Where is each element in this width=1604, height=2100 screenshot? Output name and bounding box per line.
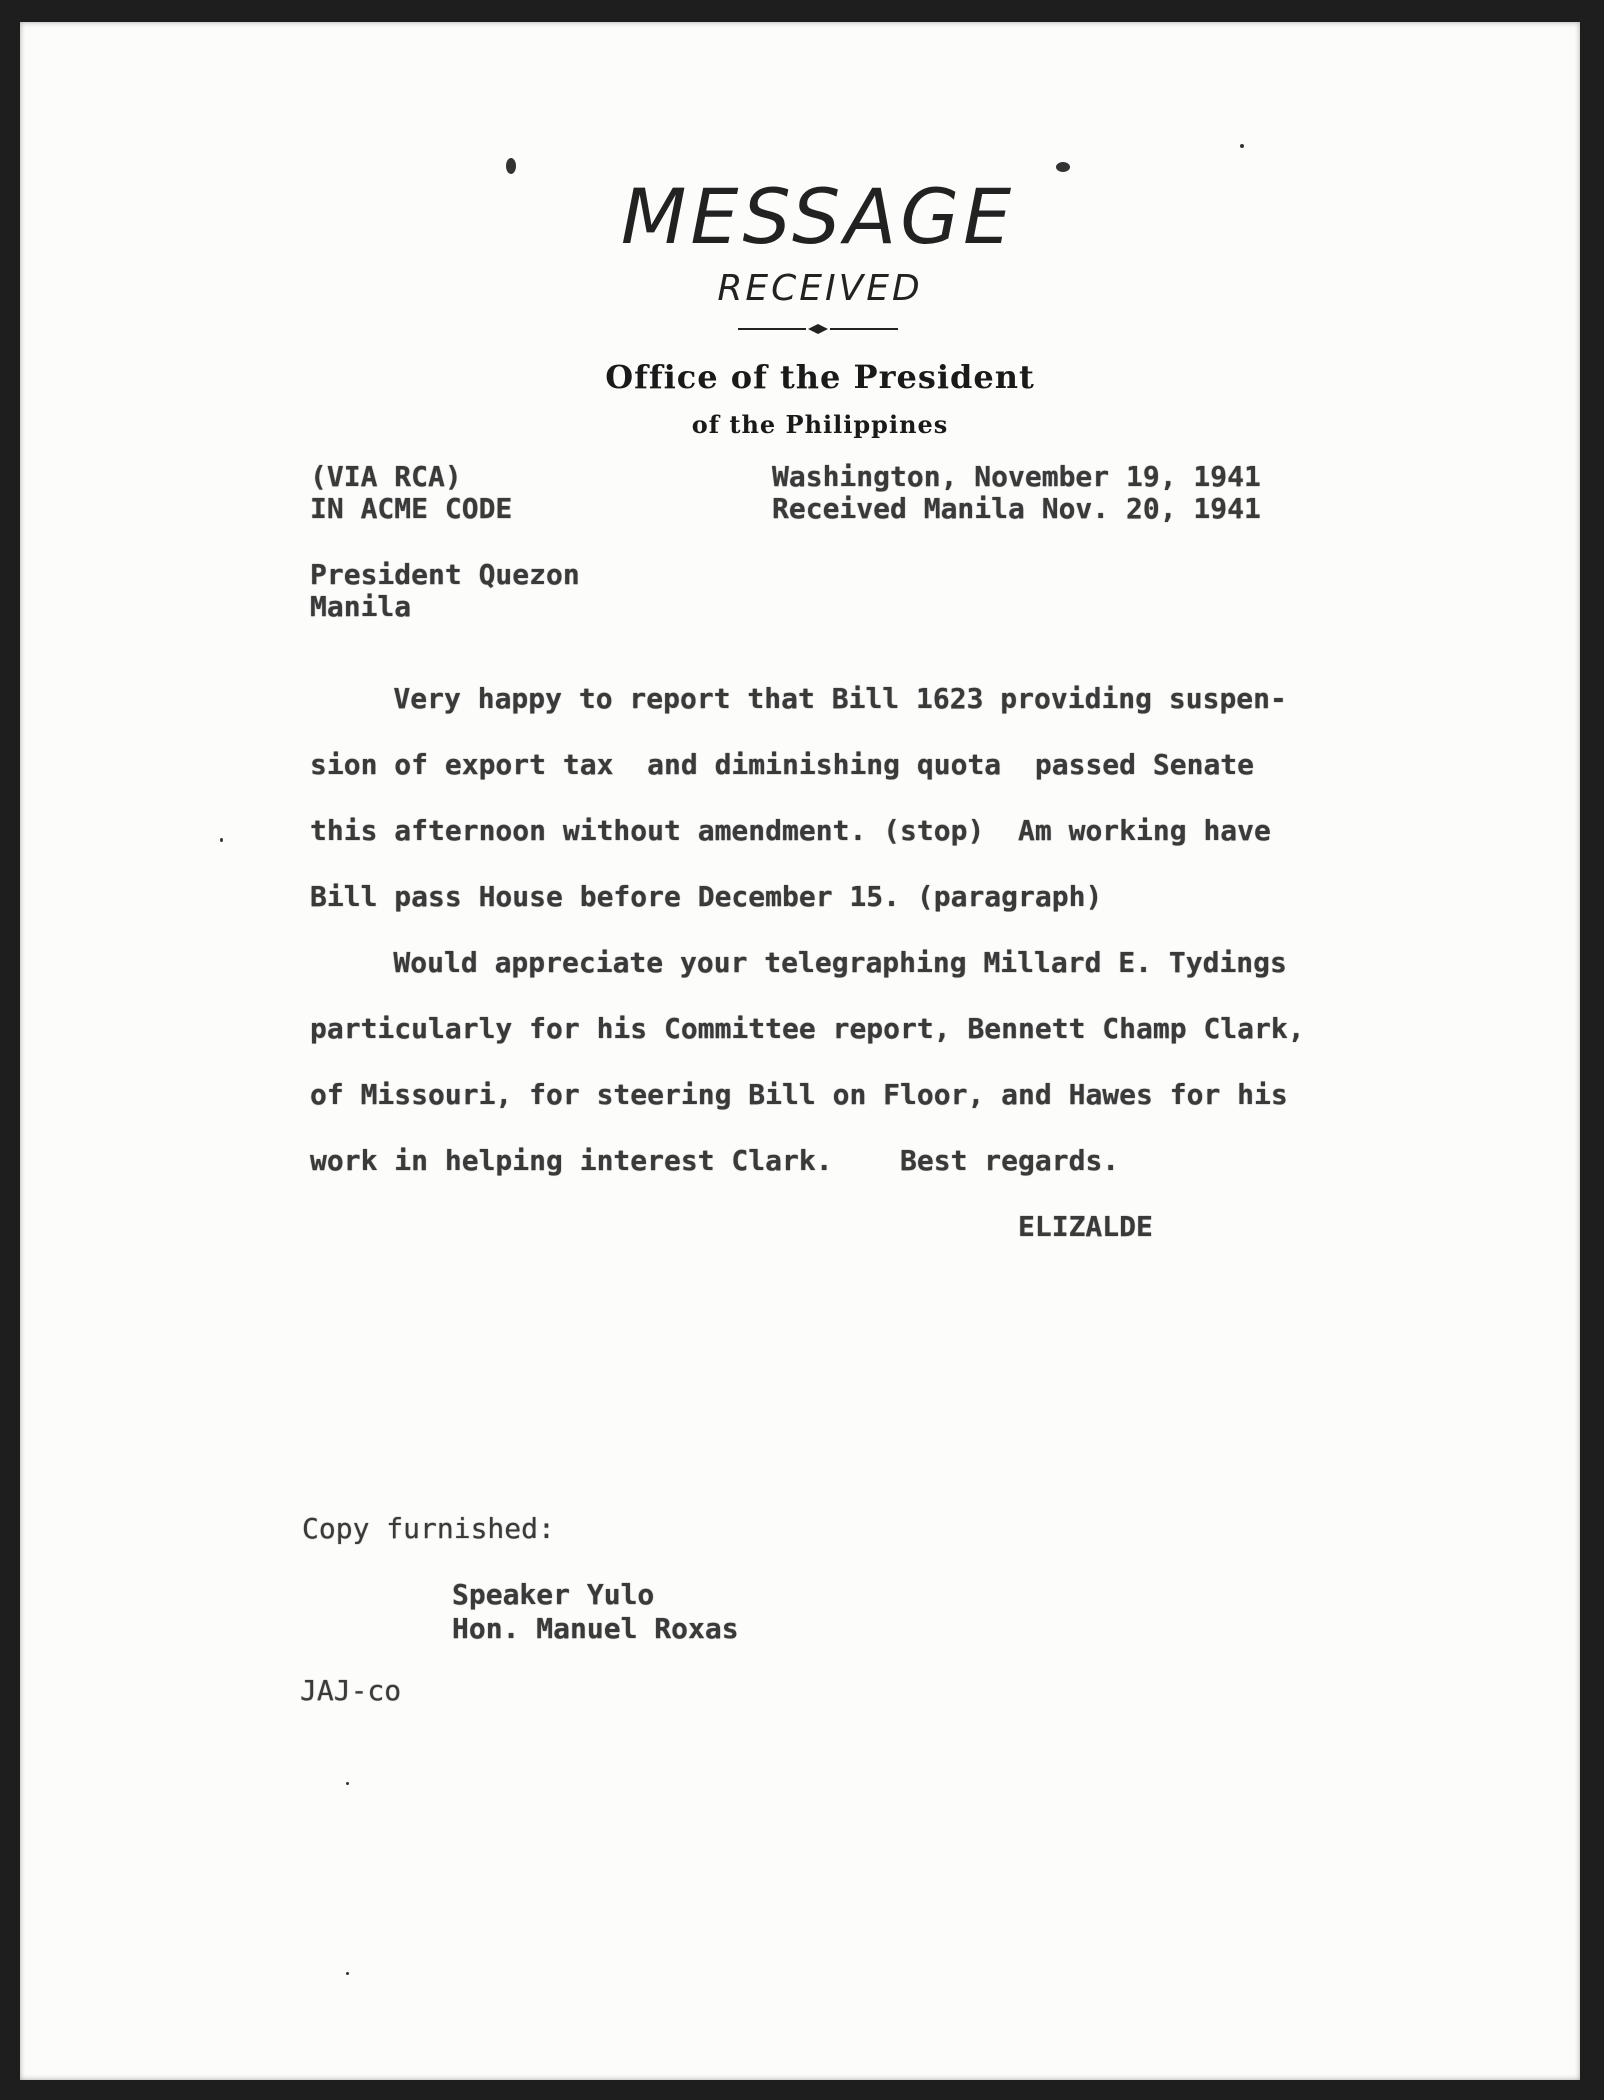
copy-recipient: Hon. Manuel Roxas	[452, 1612, 739, 1645]
body-line: this afternoon without amendment. (stop) Am working have	[310, 814, 1271, 847]
ink-speck	[346, 1972, 349, 1975]
ornament-divider	[738, 322, 898, 336]
ink-speck	[346, 1782, 349, 1785]
addressee-city: Manila	[310, 590, 412, 623]
ink-speck	[220, 838, 223, 842]
signature: ELIZALDE	[1018, 1210, 1153, 1243]
body-line: Bill pass House before December 15. (paragraph)	[310, 880, 1103, 913]
received-date: Received Manila Nov. 20, 1941	[772, 492, 1261, 525]
ink-speck	[1240, 144, 1244, 148]
sent-date: Washington, November 19, 1941	[772, 460, 1261, 493]
office-name: Office of the President	[605, 358, 1035, 396]
message-heading: MESSAGE	[620, 172, 1016, 261]
copy-label: Copy furnished:	[302, 1512, 555, 1545]
received-subheading: RECEIVED	[717, 268, 923, 309]
body-line: particularly for his Committee report, Bennett Champ Clark,	[310, 1012, 1305, 1045]
ink-speck	[1056, 162, 1070, 172]
code-line: IN ACME CODE	[310, 492, 513, 525]
body-line: work in helping interest Clark. Best regards.	[310, 1144, 1120, 1177]
copy-recipient: Speaker Yulo	[452, 1578, 655, 1611]
typist-initials: JAJ-co	[300, 1674, 402, 1707]
via-line: (VIA RCA)	[310, 460, 462, 493]
office-country: of the Philippines	[691, 410, 949, 439]
ink-speck	[506, 158, 516, 174]
body-line: of Missouri, for steering Bill on Floor, and Hawes for his	[310, 1078, 1288, 1111]
message-body	[310, 666, 1476, 1194]
addressee-name: President Quezon	[310, 558, 580, 591]
document-page	[20, 22, 1580, 2080]
body-line: Very happy to report that Bill 1623 providing suspen-	[326, 682, 1287, 715]
body-line: sion of export tax and diminishing quota passed Senate	[310, 748, 1255, 781]
body-line: Would appreciate your telegraphing Millard E. Tydings	[326, 946, 1287, 979]
